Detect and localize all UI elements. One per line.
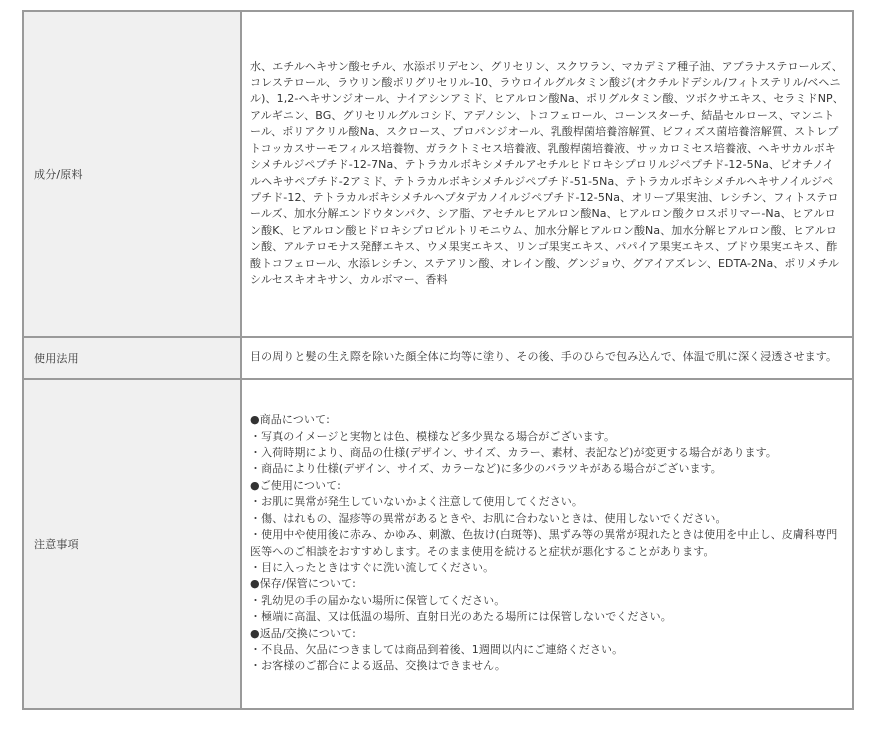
caution-line: ・写真のイメージと実物とは色、模様など多少異なる場合がございます。 <box>250 429 616 443</box>
caution-line: ・お肌に異常が発生していないかよく注意して使用してください。 <box>250 495 583 509</box>
caution-line: ・お客様のご都合による返品、交換はできません。 <box>250 659 506 673</box>
caution-line: ・極端に高温、又は低温の場所、直射日光のあたる場所には保管しないでください。 <box>250 610 672 624</box>
ingredients-label: 成分/原料 <box>23 11 241 337</box>
caution-heading-usage: ●ご使用について: <box>250 478 341 492</box>
cautions-row <box>23 379 853 709</box>
caution-line: ・傷、はれもの、湿疹等の異常があるときや、お肌に合わないときは、使用しないでください。 <box>250 511 727 525</box>
usage-row <box>23 337 853 379</box>
caution-line: ・商品により仕様(デザイン、サイズ、カラーなど)に多少のバラツキがある場合がございます。 <box>250 462 722 476</box>
caution-line: ・乳幼児の手の届かない場所に保管してください。 <box>250 593 506 607</box>
usage-text: 目の周りと髪の生え際を除いた顔全体に均等に塗り、その後、手のひらで包み込んで、体温で肌に深く浸透させます。 <box>241 337 853 379</box>
ingredients-row <box>23 11 853 337</box>
cautions-text <box>241 379 853 709</box>
usage-label: 使用法用 <box>23 337 241 379</box>
caution-line: ・使用中や使用後に赤み、かゆみ、刺激、色抜け(白斑等)、黒ずみ等の異常が現れたときは使用を中止し、皮膚科専門医等へのご相談をおすすめします。そのまま使用を続けると症状が悪化することがあります。 <box>250 528 838 558</box>
caution-heading-storage: ●保存/保管について: <box>250 577 356 591</box>
cautions-label: 注意事項 <box>23 379 241 709</box>
caution-line: ・目に入ったときはすぐに洗い流してください。 <box>250 560 495 574</box>
product-spec-table <box>22 10 854 710</box>
caution-line: ・不良品、欠品につきましては商品到着後、1週間以内にご連絡ください。 <box>250 642 624 656</box>
caution-line: ・入荷時期により、商品の仕様(デザイン、サイズ、カラー、素材、表記など)が変更する場合があります。 <box>250 446 777 460</box>
caution-heading-returns: ●返品/交換について: <box>250 626 356 640</box>
ingredients-text: 水、エチルヘキサン酸セチル、水添ポリデセン、グリセリン、スクワラン、マカデミア種子油、アブラナステロールズ、コレステロール、ラウリン酸ポリグリセリル-10、ラウロイルグルタミン酸ジ(オクチルドデシル/フィトステリル/ベヘニル)、1,2-ヘキサンジオール、ナイアシンアミド、ヒアルロン酸Na、ポリグルタミン酸、ツボクサエキス、セラミドNP、アルギニン、BG、グリセリルグルコシド、アデノシン、トコフェロール、コーンスターチ、結晶セルロース、マンニトール、ポリアクリル酸Na、スクロース、プロパンジオール、乳酸桿菌培養溶解質、ビフィズス菌培養溶解質、ストレプトコッカスサーモフィルス培養物、ガラクトミセス培養液、乳酸桿菌培養液、サッカロミセス培養液、ヘキサカルボキシメチルジペプチド-12-7Na、テトラカルボキシメチルアセチルヒドロキシプロリルジペプチド-12-5Na、ビオチノイルヘキサペプチド-2アミド、テトラカルボキシメチルジペプチド-51-5Na、テトラカルボキシメチルヘキサノイルジペプチド-12、テトラカルボキシメチルヘプタデカノイルジペプチド-12-5Na、オリーブ果実油、レシチン、フィトステロールズ、加水分解エンドウタンパク、シア脂、アセチルヒアルロン酸Na、ヒアルロン酸クロスポリマー-Na、ヒアルロン酸K、ヒアルロン酸ヒドロキシプロピルトリモニウム、加水分解ヒアルロン酸Na、加水分解ヒアルロン酸、ヒアルロン酸、アルテロモナス発酵エキス、ウメ果実エキス、リンゴ果実エキス、パパイア果実エキス、ブドウ果実エキス、酢酸トコフェロール、水添レシチン、ステアリン酸、オレイン酸、グンジョウ、グアイアズレン、EDTA-2Na、ポリメチルシルセスキオキサン、カルボマー、香料 <box>241 11 853 337</box>
caution-heading-product: ●商品について: <box>250 413 330 427</box>
